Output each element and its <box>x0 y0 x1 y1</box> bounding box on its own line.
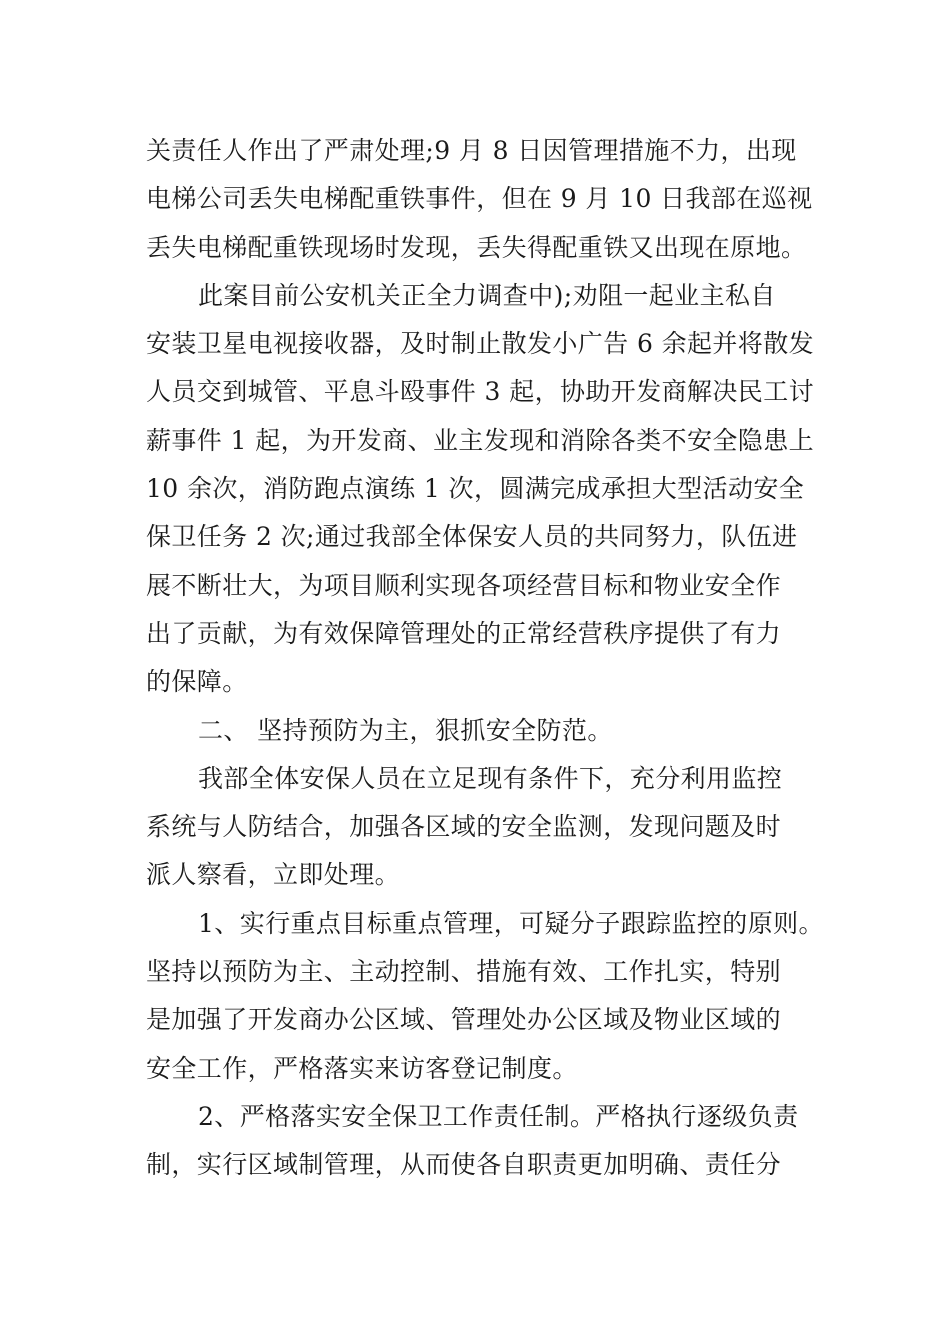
text-line: 薪事件 1 起，为开发商、业主发现和消除各类不安全隐患上 <box>146 425 815 455</box>
document-body <box>146 127 826 1190</box>
text-line: 此案目前公安机关正全力调查中);劝阻一起业主私自 <box>198 280 776 310</box>
text-line: 展不断壮大，为项目顺利实现各项经营目标和物业安全作 <box>146 570 782 600</box>
text-line: 安全工作，严格落实来访客登记制度。 <box>146 1053 578 1083</box>
text-line: 10 余次，消防跑点演练 1 次，圆满完成承担大型活动安全 <box>146 474 805 504</box>
text-line: 是加强了开发商办公区域、管理处办公区域及物业区域的 <box>146 1005 782 1035</box>
text-line: 出了贡献，为有效保障管理处的正常经营秩序提供了有力 <box>146 618 782 648</box>
text-line: 安装卫星电视接收器，及时制止散发小广告 6 余起并将散发 <box>146 329 815 359</box>
text-line: 系统与人防结合，加强各区域的安全监测，发现问题及时 <box>146 812 782 842</box>
text-line: 保卫任务 2 次;通过我部全体保安人员的共同努力，队伍进 <box>146 522 798 552</box>
text-line: 1、实行重点目标重点管理，可疑分子跟踪监控的原则。 <box>198 908 824 938</box>
text-line: 我部全体安保人员在立足现有条件下，充分利用监控 <box>198 763 783 793</box>
text-line: 关责任人作出了严肃处理;9 月 8 日因管理措施不力，出现 <box>146 136 797 165</box>
text-line: 电梯公司丢失电梯配重铁事件，但在 9 月 10 日我部在巡视 <box>146 184 813 214</box>
text-line: 派人察看，立即处理。 <box>146 860 401 890</box>
text-line: 二、 坚持预防为主，狠抓安全防范。 <box>198 715 613 745</box>
text-line: 2、严格落实安全保卫工作责任制。严格执行逐级负责 <box>198 1101 799 1131</box>
text-line: 丢失电梯配重铁现场时发现，丢失得配重铁又出现在原地。 <box>146 232 807 262</box>
text-line: 的保障。 <box>146 667 248 697</box>
text-line: 制，实行区域制管理，从而使各自职责更加明确、责任分 <box>146 1150 782 1180</box>
text-line: 人员交到城管、平息斗殴事件 3 起，协助开发商解决民工讨 <box>146 377 815 407</box>
text-line: 坚持以预防为主、主动控制、措施有效、工作扎实，特别 <box>146 957 782 987</box>
